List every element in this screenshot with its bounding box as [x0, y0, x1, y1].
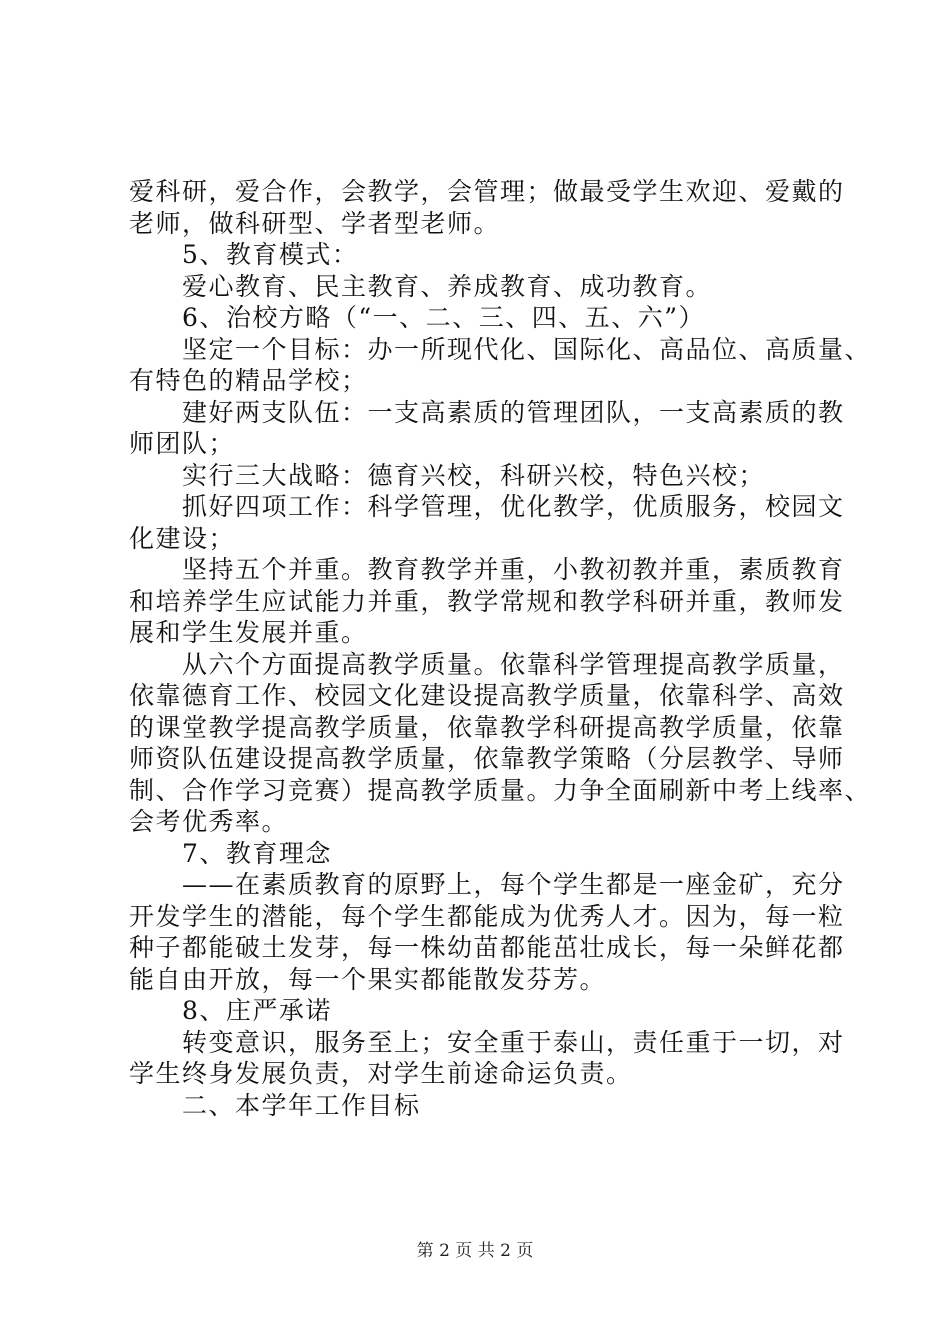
text-line: 会考优秀率。 [129, 807, 289, 836]
text-line: 8、庄严承诺 [129, 996, 332, 1025]
text-line: 学生终身发展负责，对学生前途命运负责。 [129, 1059, 633, 1088]
text-line: 化建设； [129, 523, 236, 553]
text-line: 开发学生的潜能，每个学生都能成为优秀人才。因为，每一粒 [129, 901, 845, 931]
text-line: 二、本学年工作目标 [129, 1090, 421, 1120]
text-line: 实行三大战略：德育兴校，科研兴校，特色兴校； [129, 460, 766, 490]
text-line: 5、教育模式： [129, 240, 359, 269]
text-line: 抓好四项工作：科学管理，优化教学，优质服务，校园文 [129, 492, 845, 521]
text-line: 建好两支队伍：一支高素质的管理团队，一支高素质的教 [129, 397, 845, 427]
text-line: 有特色的精品学校； [129, 366, 368, 395]
text-line: 依靠德育工作、校园文化建设提高教学质量，依靠科学、高效 [129, 681, 845, 710]
text-line: 7、教育理念 [129, 838, 332, 868]
text-line: 的课堂教学提高教学质量，依靠教学科研提高教学质量，依靠 [129, 712, 845, 742]
text-line: 坚持五个并重。教育教学并重，小教初教并重，素质教育 [129, 555, 845, 584]
text-line: 6、治校方略（“一、二、三、四、五、六”） [129, 303, 705, 332]
text-line: 爱科研，爱合作，会教学，会管理；做最受学生欢迎、爱戴的 [129, 177, 845, 206]
text-line: ——在素质教育的原野上，每个学生都是一座金矿，充分 [129, 870, 845, 899]
text-line: 种子都能破土发芽，每一株幼苗都能茁壮成长，每一朵鲜花都 [129, 933, 845, 962]
text-line: 爱心教育、民主教育、养成教育、成功教育。 [129, 271, 713, 301]
text-line: 从六个方面提高教学质量。依靠科学管理提高教学质量， [129, 649, 845, 679]
text-line: 展和学生发展并重。 [129, 618, 368, 647]
text-line: 和培养学生应试能力并重，教学常规和教学科研并重，教师发 [129, 586, 845, 616]
text-line: 转变意识，服务至上；安全重于泰山，责任重于一切，对 [129, 1027, 845, 1057]
text-line: 制、合作学习竞赛）提高教学质量。力争全面刷新中考上线率、 [129, 775, 872, 805]
page-footer [0, 1241, 950, 1261]
text-line: 能自由开放，每一个果实都能散发芬芳。 [129, 964, 607, 994]
text-line: 坚定一个目标：办一所现代化、国际化、高品位、高质量、 [129, 334, 872, 364]
body-text [129, 176, 872, 1121]
text-line: 老师，做科研型、学者型老师。 [129, 208, 501, 238]
text-line: 师资队伍建设提高教学质量，依靠教学策略（分层教学、导师 [129, 744, 845, 773]
text-line: 师团队； [129, 429, 236, 458]
page-number-label: 第 2 页 共 2 页 [416, 1241, 534, 1261]
